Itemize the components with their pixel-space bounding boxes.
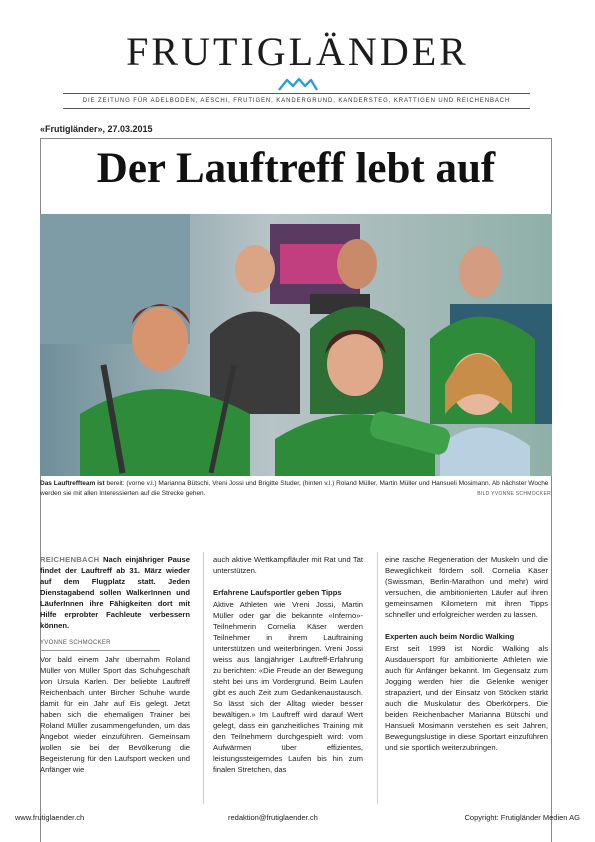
author-name: YVONNE SCHMOCKER [40, 640, 111, 646]
masthead [0, 30, 595, 74]
masthead-tagline: DIE ZEITUNG FÜR ADELBODEN, AESCHI, FRUTIGEN, KANDERGRUND, KANDERSTEG, KRATTIGEN UND REICHENBACH [82, 98, 511, 104]
mountain-logo-icon [278, 76, 318, 92]
footer-copyright: Copyright: Frutigländer Medien AG [464, 813, 580, 822]
author-rule [40, 650, 160, 651]
article-headline: Der Lauftreff lebt auf [96, 145, 496, 192]
article-column-2 [213, 554, 363, 775]
article-column-1 [40, 554, 190, 775]
photo-caption [40, 479, 552, 499]
subheading-tips: Erfahrene Laufsportler geben Tipps [213, 588, 342, 597]
newspaper-name: FRUTIGLÄNDER [126, 29, 469, 74]
body-paragraph: Vor bald einem Jahr übernahm Roland Müller von Müller Sport das Schuhgeschäft von Ursula Karlen. Der beliebte Lauftreff Reichenbach unter Bircher Schuhe wurde damit für ein Jahr auf Eis gelegt. Jetzt haben sich die ehemaligen Trainer bei Roland Müller zusammengefunden, um das Angebot wieder einzuführen. Gemeinsam wollen sie bei der Bevölkerung die Begeisterung für den Laufsport wecken und Anfänger wie [40, 655, 190, 774]
subheading-nordic-walking: Experten auch beim Nordic Walking [385, 632, 515, 641]
dateline: REICHENBACH [40, 555, 100, 564]
source-line: «Frutigländer», 27.03.2015 [40, 124, 153, 134]
body-paragraph: eine rasche Regeneration der Muskeln und die Beweglichkeit fördern soll. Cornelia Käser (Swissman, Berlin-Marathon und mehr) wird versuchen, die ambitionierten Läufer auf ihren gemeinsamen Kilometern mit ihren Tipps schneller und erfolgreicher werden zu lassen. [385, 555, 548, 619]
caption-lead: Das Lauftreffteam ist [40, 480, 105, 487]
lead-text: Nach einjähriger Pause findet der Lauftreff ab 31. März wieder auf dem Flugplatz statt. Jeden Dienstagabend sollen WalkerInnen und LäuferInnen ihre Fähigkeiten dort mit Hilfe erprobter Fachleute verbessern können. [40, 555, 190, 630]
article-photo [40, 214, 552, 476]
column-separator [203, 552, 204, 804]
body-paragraph: Aktive Athleten wie Vreni Jossi, Martin Müller oder gar die bekannte «Inferno»-Teilnehmerin Cornelia Käser werden Teilnehmer in ihrem Lauftraining unterstützen und weiterbringen. Vreni Jossi weiss aus langjähriger Lauftreff-Erfahrung zu berichten: «Die Freude an der Bewegung steht bei uns im Vordergrund. Beim Laufen gibt es auch Zeit zum Gedankenaustausch. So lässt sich der Alltag wieder besser bewältigen.» Im Lauftreff wird darauf Wert gelegt, dass ein ganzheitliches Training mit den Teilnehmern durchgespielt wird: vom Aufwärmen über effizientes, leistungssteigerndes Laufen bis hin zum finalen Stretchen, das [213, 600, 363, 774]
caption-text: bereit: (vorne v.l.) Marianna Bütschi, Vreni Jossi und Brigitte Studer, (hinten v.l.) Roland Müller, Martin Müller und Hansueli Mosimann. Ab nächster Woche werden sie mit allen Interessierten auf die Strecke gehen. [40, 480, 549, 497]
column-separator [377, 552, 378, 804]
photo-credit: BILD YVONNE SCHMOCKER [477, 491, 551, 497]
body-paragraph: Erst seit 1999 ist Nordic Walking als Ausdauersport für ambitionierte Athleten wie auch für Anfänger bekannt. Im Gegensatz zum Jogging werden hier die Gelenke weniger strapaziert, und der Einsatz von Stöcken stärkt auch die Muskulatur des Oberkörpers. Die beiden Reichenbacher Marianna Bütschi und Hansueli Mosimann verstehen es seit Jahren, Bewegungslustige in diese Sportart einzuführen und sie sportlich weiterzubringen. [385, 644, 548, 752]
article-column-3 [385, 554, 548, 753]
body-paragraph: auch aktive Wettkampfläufer mit Rat und Tat unterstützen. [213, 555, 363, 575]
article-lead [40, 554, 190, 631]
masthead-rule-top [63, 93, 530, 94]
article-frame-top [40, 138, 552, 139]
team-photo-illustration [40, 214, 552, 476]
footer-website-link[interactable]: www.frutiglaender.ch [15, 813, 85, 822]
footer-email-link[interactable]: redaktion@frutiglaender.ch [228, 813, 318, 822]
masthead-rule-bottom [63, 108, 530, 109]
